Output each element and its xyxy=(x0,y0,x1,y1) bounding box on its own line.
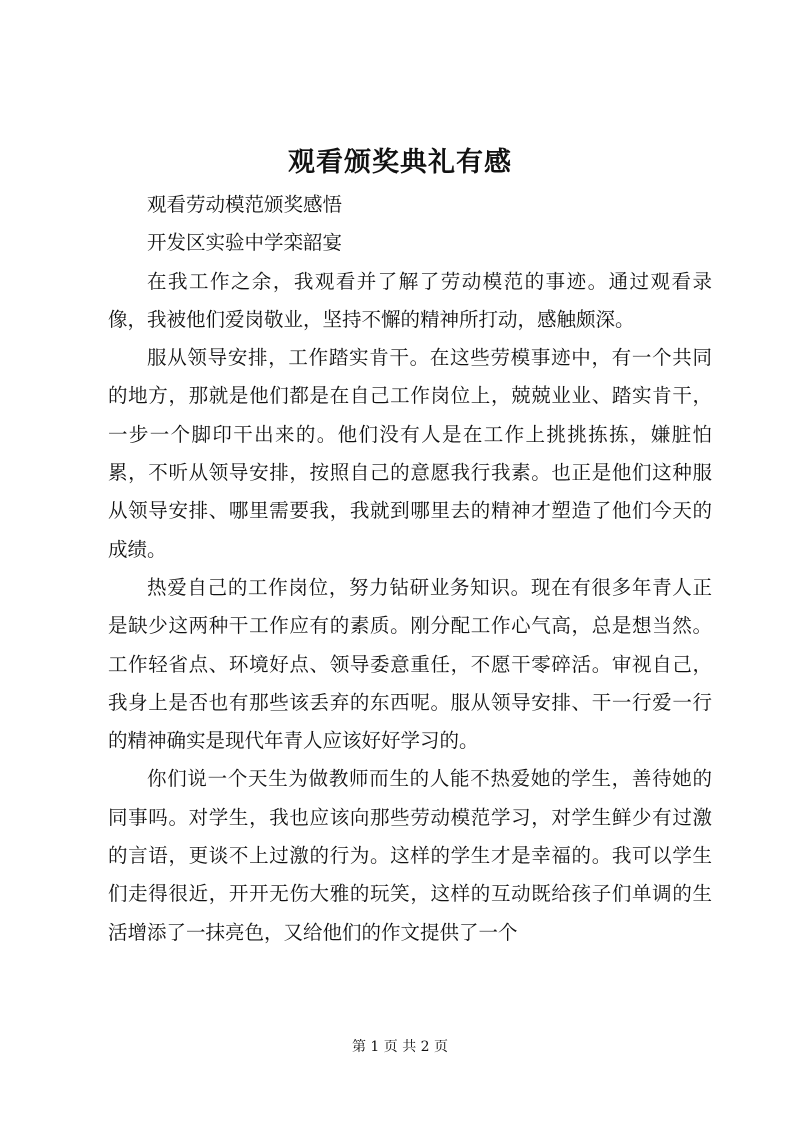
document-title: 观看颁奖典礼有感 xyxy=(288,147,512,178)
document-body xyxy=(108,186,712,952)
subtitle-line: 观看劳动模范颁奖感悟 xyxy=(147,193,343,216)
paragraph-4: 你们说一个天生为做教师而生的人能不热爱她的学生，善待她的同事吗。对学生，我也应该向那些劳动模范学习，对学生鲜少有过激的言语，更谈不上过激的行为。这样的学生才是幸福的。我可以学生们走得很近，开开无伤大雅的玩笑，这样的互动既给孩子们单调的生活增添了一抹亮色，又给他们的作文提供了一个 xyxy=(108,767,712,944)
page-footer: 第 1 页 共 2 页 xyxy=(351,1039,449,1055)
author-line: 开发区实验中学栾韶宴 xyxy=(147,231,343,255)
paragraph-1: 在我工作之余，我观看并了解了劳动模范的事迹。通过观看录像，我被他们爱岗敬业，坚持不懈的精神所打动，感触颇深。 xyxy=(108,269,712,331)
paragraph-3: 热爱自己的工作岗位，努力钻研业务知识。现在有很多年青人正是缺少这两种干工作应有的素质。刚分配工作心气高，总是想当然。工作轻省点、环境好点、领导委意重任，不愿干零碎活。审视自己，我身上是否也有那些该丢弃的东西呢。服从领导安排、干一行爱一行的精神确实是现代年青人应该好好学习的。 xyxy=(108,575,712,753)
paragraph-2: 服从领导安排，工作踏实肯干。在这些劳模事迹中，有一个共同的地方，那就是他们都是在自己工作岗位上，兢兢业业、踏实肯干，一步一个脚印干出来的。他们没有人是在工作上挑挑拣拣，嫌脏怕累，不听从领导安排，按照自己的意愿我行我素。也正是他们这种服从领导安排、哪里需要我，我就到哪里去的精神才塑造了他们今天的成绩。 xyxy=(108,346,712,561)
